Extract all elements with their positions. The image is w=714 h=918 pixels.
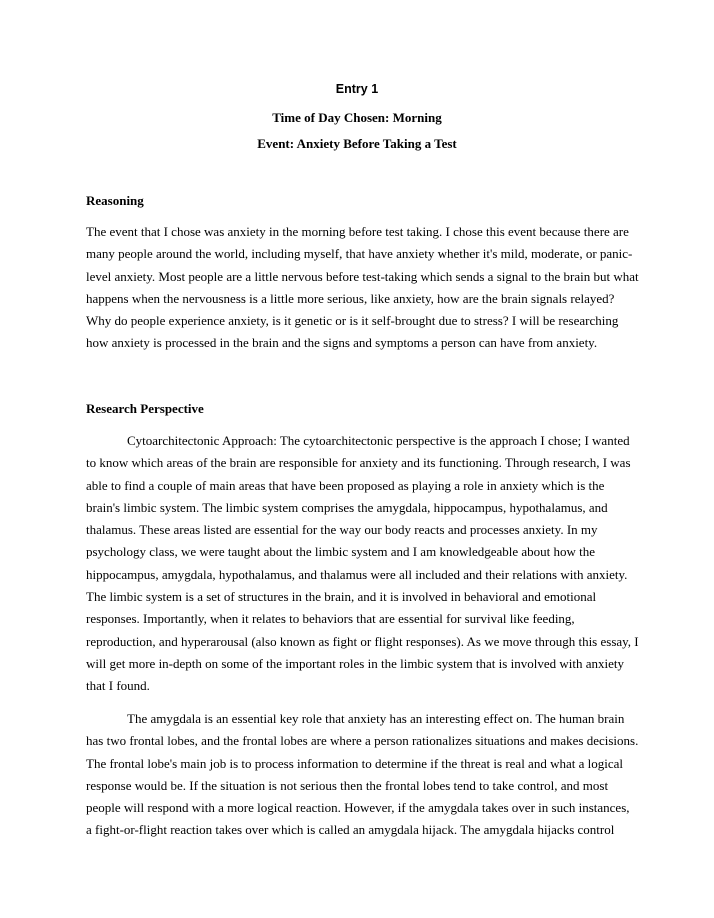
paragraph-line: happens when the nervousness is a little more serious, like anxiety, how are the brain signals relayed?: [86, 290, 615, 306]
paragraph-line: that I found.: [86, 678, 150, 694]
paragraph-line: The event that I chose was anxiety in the morning before test taking. I chose this event because there are: [86, 224, 629, 239]
paragraph-line: The frontal lobe's main job is to process information to determine if the threat is real and what a logical: [86, 755, 623, 771]
paragraph-line: many people around the world, including myself, that have anxiety whether it's mild, moderate, or panic-: [86, 246, 633, 262]
paragraph-line: brain's limbic system. The limbic system comprises the amygdala, hippocampus, hypothalamus, and: [86, 499, 608, 515]
paragraph-line: people will respond with a more logical reaction. However, if the amygdala takes over in such instances,: [86, 800, 630, 816]
paragraph-line: a fight-or-flight reaction takes over which is called an amygdala hijack. The amygdala hijacks control: [86, 822, 615, 838]
event-heading: Event: Anxiety Before Taking a Test: [257, 136, 457, 151]
paragraph-line: responses. Importantly, when it relates to behaviors that are essential for survival like feeding,: [86, 611, 575, 627]
research-paragraph-1: [86, 430, 646, 698]
paragraph-line: to know which areas of the brain are responsible for anxiety and its functioning. Through research, I was: [86, 455, 631, 471]
paragraph-line: will get more in-depth on some of the important roles in the limbic system that is involved with anxiety: [86, 655, 624, 671]
paragraph-line: hippocampus, amygdala, hypothalamus, and thalamus were all included and their relations with anxiety.: [86, 566, 628, 582]
paragraph-line: has two frontal lobes, and the frontal lobes are where a person rationalizes situations and makes decisions.: [86, 733, 639, 749]
paragraph-line: response would be. If the situation is not serious then the frontal lobes tend to take control, and most: [86, 777, 609, 793]
paragraph-line: able to find a couple of main areas that have been proposed as playing a role in anxiety which is the: [86, 477, 605, 493]
paragraph-line: thalamus. These areas listed are essential for the way our body reacts and processes anxiety. In my: [86, 522, 598, 538]
research-paragraph-2: [86, 708, 646, 842]
entry-title: Entry 1: [335, 82, 379, 96]
paragraph-line: how anxiety is processed in the brain and the signs and symptoms a person can have from anxiety.: [86, 335, 598, 351]
paragraph-line: Why do people experience anxiety, is it genetic or is it self-brought due to stress? I will be researching: [86, 313, 619, 329]
reasoning-paragraph: [86, 221, 646, 355]
time-of-day-heading: Time of Day Chosen: Morning: [272, 110, 442, 125]
paragraph-line: Cytoarchitectonic Approach: The cytoarchitectonic perspective is the approach I chose; I wanted: [127, 433, 630, 448]
section-heading-research-perspective: Research Perspective: [86, 401, 204, 416]
section-heading-reasoning: Reasoning: [86, 193, 144, 208]
paragraph-line: psychology class, we were taught about the limbic system and I am knowledgeable about how the: [86, 544, 596, 560]
paragraph-line: reproduction, and hyperarousal (also known as fight or flight responses). As we move through this essay, I: [86, 633, 639, 649]
paragraph-line: The amygdala is an essential key role that anxiety has an interesting effect on. The human brain: [127, 711, 625, 726]
paragraph-line: The limbic system is a set of structures in the brain, and it is involved in behavioral and emotional: [86, 589, 597, 605]
paragraph-line: level anxiety. Most people are a little nervous before test-taking which sends a signal to the brain but what: [86, 268, 639, 284]
